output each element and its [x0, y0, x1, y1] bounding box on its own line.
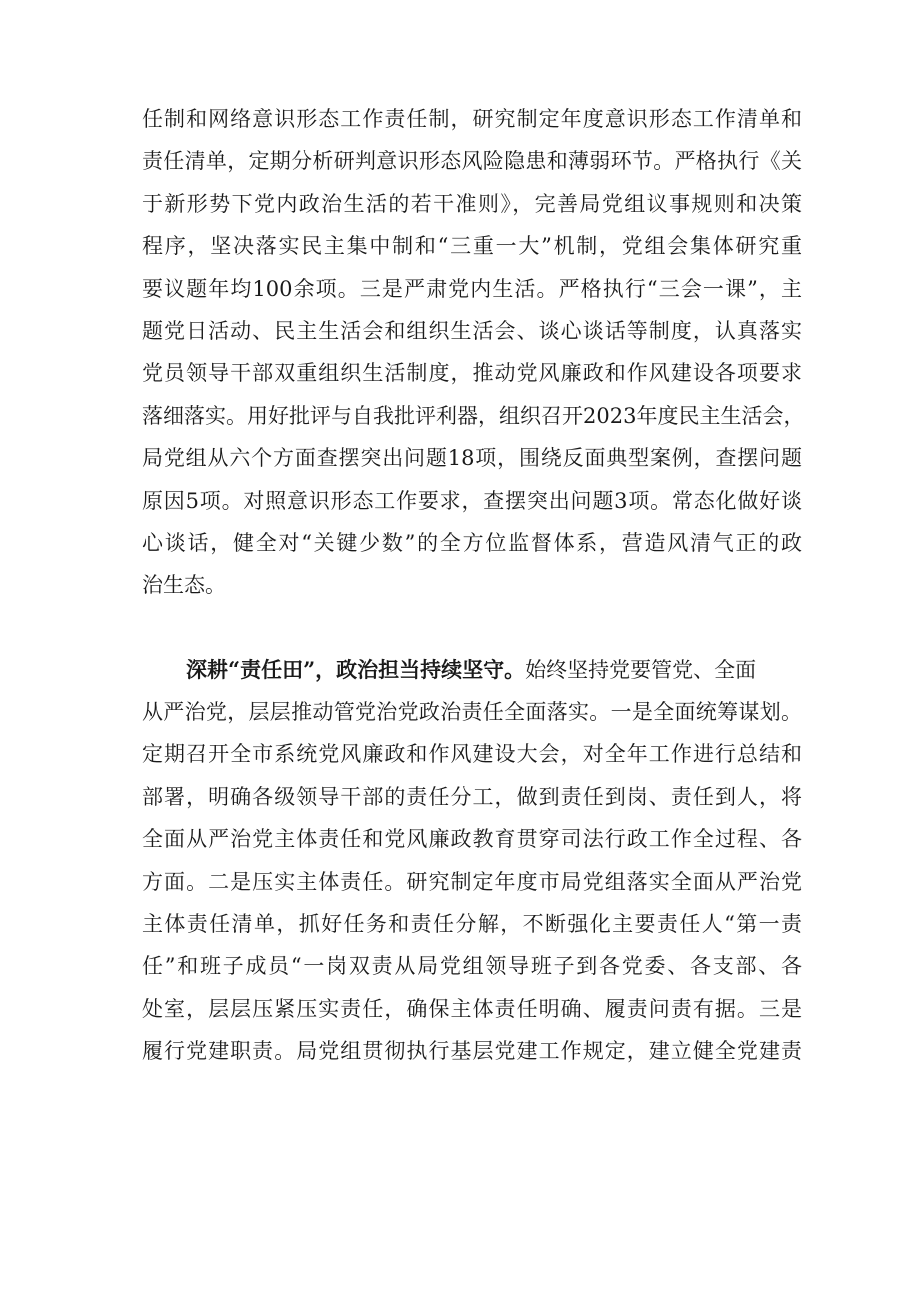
p2-line-9: 处室，层层压紧压实责任，确保主体责任明确、履责问责有据。三是 [142, 996, 802, 1021]
p1-line-10: 原因5项。对照意识形态工作要求，查摆突出问题3项。常态化做好谈 [142, 488, 802, 513]
body-text [142, 98, 805, 1073]
paragraph-gap [142, 607, 802, 649]
p2-line-6: 方面。二是压实主体责任。研究制定年度市局党组落实全面从严治党 [142, 869, 802, 894]
p2-line-8: 任”和班子成员“一岗双责从局党组领导班子到各党委、各支部、各 [142, 954, 802, 979]
p1-line-6: 题党日活动、民主生活会和组织生活会、谈心谈话等制度，认真落实 [142, 318, 802, 343]
p1-line-8: 落细落实。用好批评与自我批评利器，组织召开2023年度民主生活会， [142, 403, 805, 428]
p2-line-5: 全面从严治党主体责任和党风廉政教育贯穿司法行政工作全过程、各 [142, 827, 802, 852]
p2-line-2: 从严治党，层层推动管党治党政治责任全面落实。一是全面统筹谋划。 [142, 700, 802, 725]
p2-line-10: 履行党建职责。局党组贯彻执行基层党建工作规定，建立健全党建责 [142, 1039, 802, 1064]
p2-line-1 [142, 649, 802, 691]
p1-line-1: 任制和网络意识形态工作责任制，研究制定年度意识形态工作清单和 [142, 107, 802, 131]
p1-line-11: 心谈话，健全对“关键少数”的全方位监督体系，营造风清气正的政 [142, 530, 802, 555]
p1-line-12: 治生态。 [142, 573, 226, 598]
p2-line-4: 部署，明确各级领导干部的责任分工，做到责任到岗、责任到人，将 [142, 784, 802, 809]
p1-line-9: 局党组从六个方面查摆突出问题18项，围绕反面典型案例，查摆问题 [142, 446, 802, 471]
p1-line-2: 责任清单，定期分析研判意识形态风险隐患和薄弱环节。严格执行《关 [142, 149, 802, 174]
p2-line-1-rest: 始终坚持党要管党、全面 [525, 657, 757, 682]
section-heading: 深耕“责任田”，政治担当持续坚守。 [186, 656, 526, 682]
p1-line-5: 要议题年均100余项。三是严肃党内生活。严格执行“三会一课”，主 [142, 276, 802, 301]
p2-line-7: 主体责任清单，抓好任务和责任分解，不断强化主要责任人“第一责 [142, 912, 802, 937]
p2-line-3: 定期召开全市系统党风廉政和作风建设大会，对全年工作进行总结和 [142, 742, 802, 767]
p1-line-3: 于新形势下党内政治生活的若干准则》，完善局党组议事规则和决策 [142, 191, 802, 216]
p1-line-4: 程序，坚决落实民主集中制和“三重一大”机制，党组会集体研究重 [142, 234, 802, 259]
p1-line-7: 党员领导干部双重组织生活制度，推动党风廉政和作风建设各项要求 [142, 361, 802, 386]
